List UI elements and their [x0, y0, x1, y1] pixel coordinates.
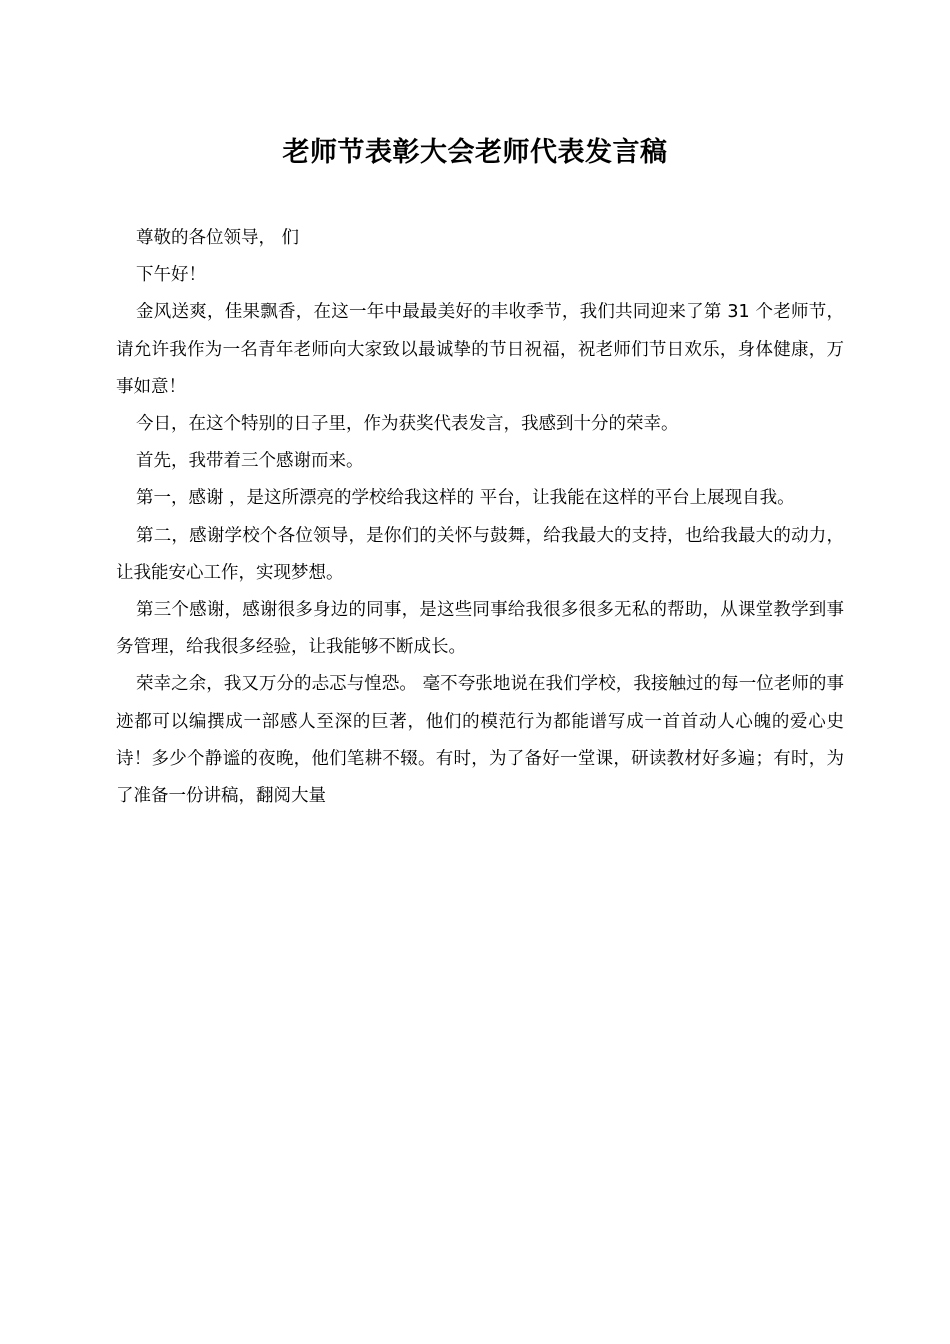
- document-body: [116, 220, 844, 815]
- body-paragraph: 金风送爽，佳果飘香，在这一年中最最美好的丰收季节，我们共同迎来了第 31 个老师节，请允许我作为一名青年老师向大家致以最诚挚的节日祝福，祝老师们节日欢乐，身体健康，万事如意！: [116, 302, 844, 397]
- body-paragraph: 首先，我带着三个感谢而来。: [136, 451, 364, 472]
- body-paragraph: 第二，感谢学校个各位领导，是你们的关怀与鼓舞，给我最大的支持，也给我最大的动力，让我能安心工作，实现梦想。: [116, 525, 844, 583]
- body-paragraph: 第三个感谢，感谢很多身边的同事，是这些同事给我很多很多无私的帮助，从课堂教学到事务管理，给我很多经验，让我能够不断成长。: [116, 600, 844, 658]
- body-paragraph: 今日，在这个特别的日子里，作为获奖代表发言，我感到十分的荣幸。: [136, 414, 679, 435]
- greeting-paragraph: 尊敬的各位领导， 们: [136, 228, 300, 248]
- body-paragraph: 第一，感谢 ，是这所漂亮的学校给我这样的 平台，让我能在这样的平台上展现自我。: [136, 488, 795, 509]
- document-title: 老师节表彰大会老师代表发言稿: [282, 137, 668, 168]
- salutation-paragraph: 下午好！: [136, 265, 206, 286]
- body-paragraph: 荣幸之余，我又万分的忐忑与惶恐。 毫不夸张地说在我们学校，我接触过的每一位老师的事迹都可以编撰成一部感人至深的巨著，他们的模范行为都能谱写成一首首动人心魄的爱心史诗！多少个静谧的夜晚，他们笔耕不辍。有时，为了备好一堂课，研读教材好多遍；有时，为了准备一份讲稿，翻阅大量: [116, 674, 844, 807]
